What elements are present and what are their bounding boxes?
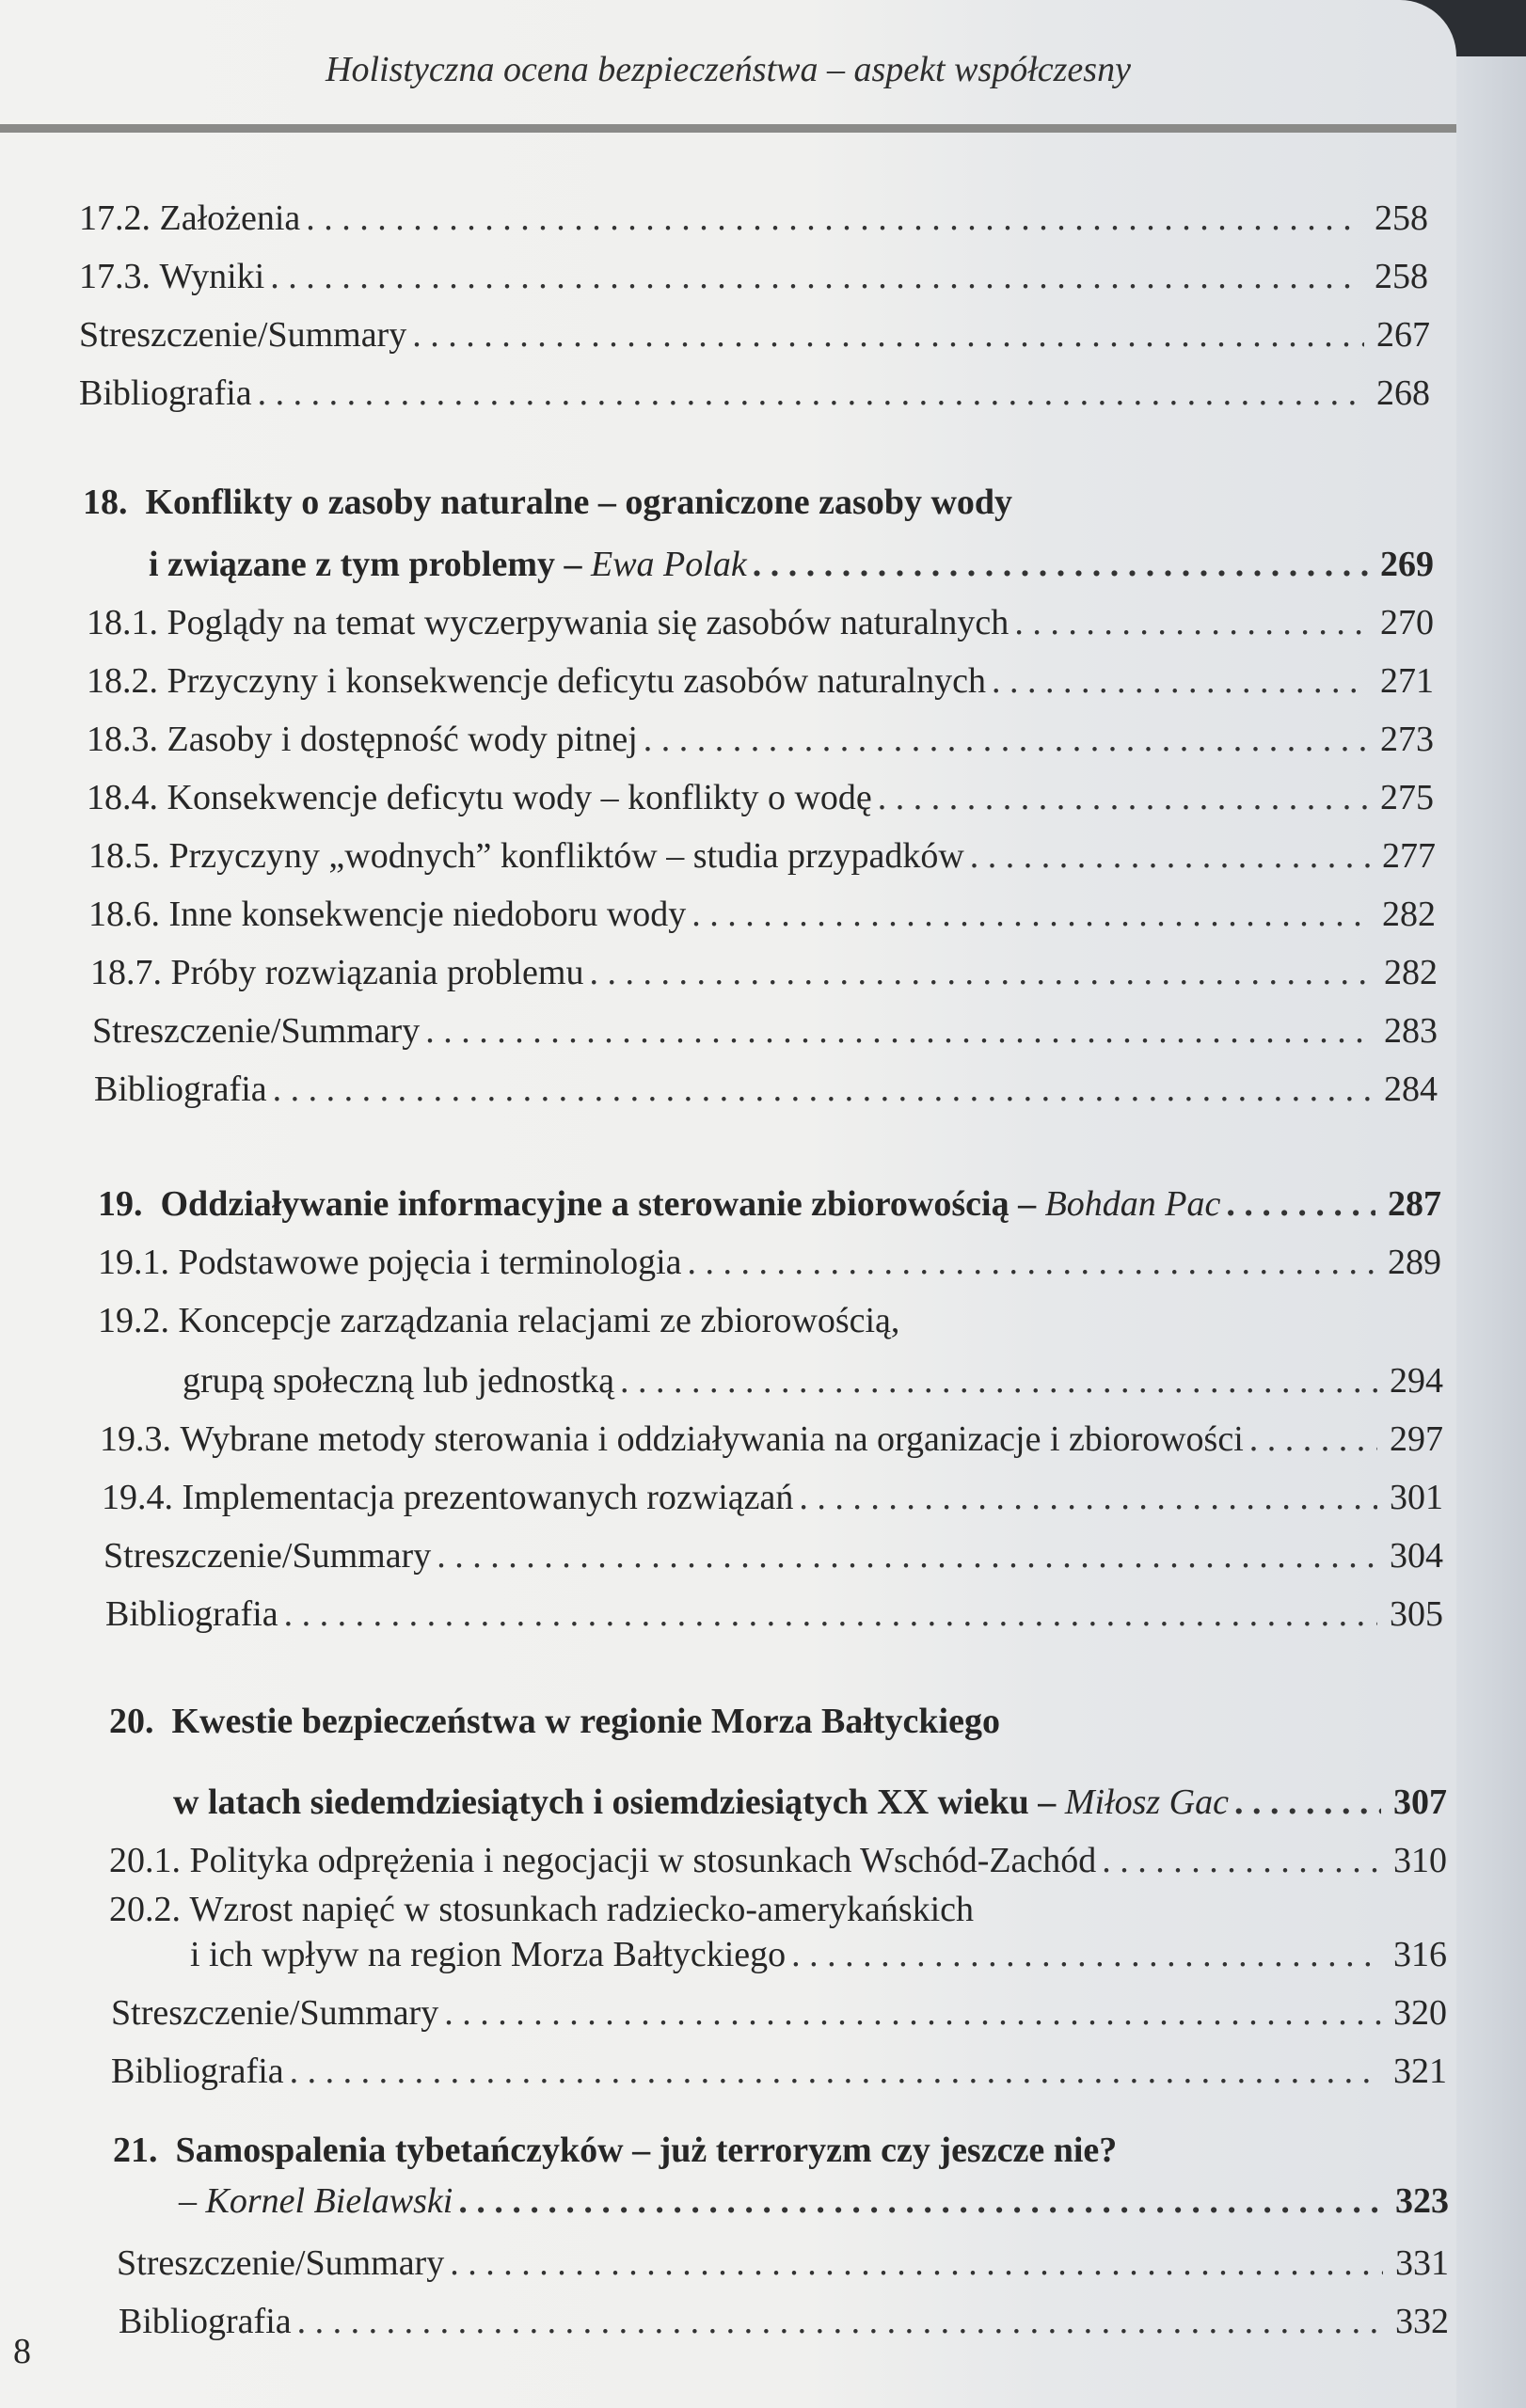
toc-entry — [149, 544, 1434, 585]
toc-entry-page: 273 — [1380, 720, 1434, 759]
dot-leader — [306, 198, 1362, 239]
toc-entry-title: Streszczenie/Summary — [79, 315, 407, 355]
toc-entry — [87, 777, 1434, 818]
toc-entry-page: 258 — [1375, 257, 1428, 296]
dot-leader — [412, 314, 1364, 356]
toc-entry-title-continued: i ich wpływ na region Morza Bałtyckiego — [190, 1935, 787, 1974]
toc-entry-number: 18.7. — [90, 953, 162, 992]
chapter-author: Bohdan Pac — [1044, 1184, 1221, 1224]
toc-entry-title: Streszczenie/Summary — [92, 1011, 421, 1051]
toc-entry-title: Przyczyny „wodnych” konfliktów – studia przypadków — [168, 836, 964, 876]
dot-leader — [444, 1992, 1381, 2034]
chapter-title-continued: i związane z tym problemy – — [149, 545, 582, 584]
toc-entry — [79, 314, 1430, 356]
toc-entry — [109, 1889, 974, 1930]
toc-entry-title: Bibliografia — [111, 2052, 284, 2091]
toc-entry — [79, 256, 1428, 297]
dot-leader — [284, 1593, 1377, 1635]
dot-leader — [425, 1010, 1372, 1052]
toc-entry-page: 282 — [1382, 895, 1436, 934]
toc-entry-number: 18.3. — [87, 720, 158, 759]
toc-entry-title: Streszczenie/Summary — [117, 2243, 445, 2283]
toc-entry-page: 267 — [1376, 315, 1430, 355]
toc-entry — [79, 198, 1428, 239]
toc-entry-number: 19.3. — [100, 1419, 171, 1459]
chapter-number: 19. — [98, 1184, 143, 1224]
toc-entry — [111, 2051, 1447, 2092]
dot-leader — [450, 2242, 1383, 2284]
toc-entry-page: 275 — [1380, 778, 1434, 817]
page-edge — [1456, 56, 1526, 2408]
toc-entry-title: Bibliografia — [94, 1069, 267, 1109]
toc-entry — [98, 1300, 899, 1341]
toc-entry-page: 289 — [1388, 1243, 1441, 1282]
toc-entry-page: 271 — [1380, 661, 1434, 701]
toc-entry — [87, 660, 1434, 702]
toc-entry — [183, 1360, 1443, 1402]
toc-entry — [109, 1840, 1447, 1881]
toc-entry-title: Koncepcje zarządzania relacjami ze zbiorowością, — [178, 1301, 900, 1340]
dot-leader — [688, 1242, 1375, 1283]
chapter-heading — [83, 482, 1012, 523]
toc-entry-title: Założenia — [159, 198, 301, 238]
dot-leader — [297, 2301, 1383, 2342]
toc-entry-number: 18.4. — [87, 778, 158, 817]
toc-entry-page: 310 — [1393, 1841, 1447, 1880]
toc-entry — [179, 2180, 1449, 2222]
dot-leader — [878, 777, 1368, 818]
toc-entry-number: 17.2. — [79, 198, 151, 238]
chapter-author: Ewa Polak — [591, 545, 747, 584]
toc-entry-number: 20.1. — [109, 1841, 181, 1880]
toc-entry — [190, 1934, 1447, 1975]
toc-entry-title: Streszczenie/Summary — [103, 1536, 432, 1576]
dot-leader — [1249, 1418, 1377, 1460]
dot-leader — [458, 2180, 1383, 2222]
chapter-heading — [113, 2130, 1117, 2171]
dot-leader — [437, 1535, 1377, 1576]
dot-leader — [791, 1934, 1381, 1975]
toc-entry-page: 294 — [1390, 1361, 1443, 1401]
toc-entry-page: 316 — [1393, 1935, 1447, 1974]
toc-entry-page: 270 — [1380, 603, 1434, 642]
toc-entry-page: 320 — [1393, 1993, 1447, 2033]
toc-entry-title: Konsekwencje deficytu wody – konflikty o wodę — [167, 778, 872, 817]
dot-leader — [290, 2051, 1381, 2092]
dot-leader — [1226, 1183, 1375, 1225]
toc-entry — [117, 2242, 1449, 2284]
dot-leader — [258, 372, 1364, 414]
page-number: 8 — [13, 2332, 31, 2371]
chapter-title: Samospalenia tybetańczyków – już terroryzm czy jeszcze nie? — [175, 2131, 1118, 2170]
toc-entry — [98, 1242, 1441, 1283]
header-rule — [0, 124, 1456, 133]
toc-entry-title: Implementacja prezentowanych rozwiązań — [182, 1478, 794, 1517]
toc-entry-page: 284 — [1384, 1069, 1438, 1109]
toc-entry — [87, 719, 1434, 760]
toc-entry-page: 331 — [1395, 2243, 1449, 2283]
toc-entry — [102, 1477, 1443, 1518]
toc-entry-title: Wybrane metody sterowania i oddziaływania na organizacje i zbiorowości — [180, 1419, 1244, 1459]
toc-entry-title: Streszczenie/Summary — [111, 1993, 439, 2033]
toc-entry-page: 282 — [1384, 953, 1438, 992]
toc-entry-number: 18.2. — [87, 661, 158, 701]
toc-entry-number: 20.2. — [109, 1890, 181, 1929]
dot-leader — [691, 894, 1370, 935]
toc-entry — [88, 894, 1436, 935]
toc-entry-title: Bibliografia — [105, 1594, 278, 1634]
toc-entry-page: 297 — [1390, 1419, 1443, 1459]
toc-entry — [88, 835, 1436, 877]
dot-leader — [753, 544, 1368, 585]
chapter-number: 20. — [109, 1702, 154, 1741]
toc-entry-page: 323 — [1395, 2181, 1449, 2221]
toc-entry-number: 19.4. — [102, 1478, 173, 1517]
toc-entry-title-continued: grupą społeczną lub jednostką — [183, 1361, 615, 1401]
chapter-number: 18. — [83, 483, 128, 522]
toc-entry-page: 258 — [1375, 198, 1428, 238]
toc-entry-number: 18.5. — [88, 836, 160, 876]
chapter-title: Oddziaływanie informacyjne a sterowanie zbiorowością – — [160, 1184, 1037, 1224]
chapter-heading — [98, 1183, 1441, 1225]
dot-leader — [1234, 1782, 1381, 1823]
toc-entry-page: 307 — [1393, 1782, 1447, 1822]
toc-entry-title: Podstawowe pojęcia i terminologia — [178, 1243, 682, 1282]
chapter-title: Kwestie bezpieczeństwa w regionie Morza Bałtyckiego — [171, 1702, 1000, 1741]
toc-entry-number: 17.3. — [79, 257, 151, 296]
toc-entry-title: Bibliografia — [79, 373, 252, 413]
toc-entry — [90, 952, 1438, 993]
toc-entry-page: 277 — [1382, 836, 1436, 876]
toc-entry-number: 19.1. — [98, 1243, 169, 1282]
toc-entry-page: 321 — [1393, 2052, 1447, 2091]
dot-leader — [270, 256, 1362, 297]
toc-entry-title: Próby rozwiązania problemu — [170, 953, 584, 992]
dot-leader — [644, 719, 1368, 760]
toc-entry — [103, 1535, 1443, 1576]
dot-leader — [799, 1477, 1377, 1518]
toc-entry — [94, 1069, 1438, 1110]
toc-entry-page: 287 — [1388, 1184, 1441, 1224]
dot-leader — [620, 1360, 1377, 1402]
toc-entry-title: Wyniki — [159, 257, 265, 296]
toc-entry — [92, 1010, 1438, 1052]
toc-entry-title: Zasoby i dostępność wody pitnej — [167, 720, 638, 759]
toc-entry-number: 18.1. — [87, 603, 158, 642]
toc-entry-page: 301 — [1390, 1478, 1443, 1517]
toc-entry-title: Inne konsekwencje niedoboru wody — [168, 895, 687, 934]
chapter-title: Konflikty o zasoby naturalne – ograniczone zasoby wody — [145, 483, 1013, 522]
toc-entry-title: Polityka odprężenia i negocjacji w stosunkach Wschód-Zachód — [189, 1841, 1097, 1880]
chapter-number: 21. — [113, 2131, 158, 2170]
toc-entry-title: Bibliografia — [119, 2302, 292, 2341]
toc-entry — [100, 1418, 1443, 1460]
dot-leader — [589, 952, 1372, 993]
chapter-author: Miłosz Gac — [1064, 1782, 1229, 1822]
toc-entry-page: 305 — [1390, 1594, 1443, 1634]
dot-leader — [1102, 1840, 1381, 1881]
toc-entry-page: 283 — [1384, 1011, 1438, 1051]
toc-entry-title: Wzrost napięć w stosunkach radziecko-amerykańskich — [189, 1890, 975, 1929]
toc-entry-page: 304 — [1390, 1536, 1443, 1576]
dot-leader — [273, 1069, 1372, 1110]
toc-entry-page: 332 — [1395, 2302, 1449, 2341]
toc-entry-page: 269 — [1380, 545, 1434, 584]
toc-entry — [105, 1593, 1443, 1635]
toc-entry — [119, 2301, 1449, 2342]
running-head: Holistyczna ocena bezpieczeństwa – aspekt współczesny — [326, 50, 1131, 89]
toc-entry — [173, 1782, 1447, 1823]
toc-entry — [111, 1992, 1447, 2034]
toc-entry-title: Przyczyny i konsekwencje deficytu zasobów naturalnych — [167, 661, 987, 701]
toc-entry-number: 18.6. — [88, 895, 160, 934]
dot-leader — [1014, 602, 1368, 643]
toc-entry — [79, 372, 1430, 414]
dot-leader — [970, 835, 1370, 877]
toc-entry — [87, 602, 1434, 643]
chapter-author: – Kornel Bielawski — [179, 2181, 453, 2221]
toc-entry-title: Poglądy na temat wyczerpywania się zasobów naturalnych — [167, 603, 1009, 642]
chapter-heading — [109, 1701, 1000, 1742]
toc-entry-number: 19.2. — [98, 1301, 169, 1340]
chapter-title-continued: w latach siedemdziesiątych i osiemdziesiątych XX wieku – — [173, 1782, 1057, 1822]
toc-entry-page: 268 — [1376, 373, 1430, 413]
dot-leader — [992, 660, 1368, 702]
